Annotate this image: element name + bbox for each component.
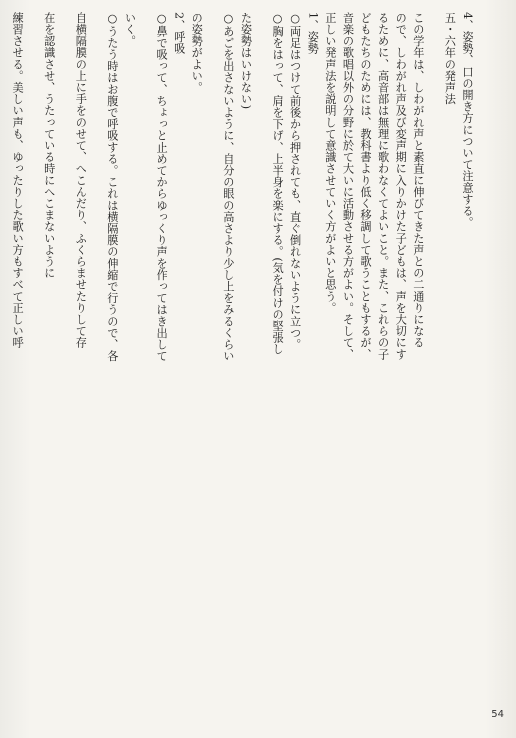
text-line: 音楽の歌唱以外の分野に於て大いに活動させる方がよい。そして、 bbox=[341, 12, 355, 360]
subsection-heading: 2、呼吸 bbox=[172, 12, 186, 55]
text-line: ので、しわがれ声及び変声期に入りかけた子どもは、声を大切にす bbox=[394, 12, 408, 360]
text-line: 練習させる。美しい声も、ゆったりした歌い方もすべて正しい呼 bbox=[11, 12, 25, 349]
text-line: 自横隔膜の上に手をのせて、へこんだり、ふくらませたりして存 bbox=[74, 12, 88, 349]
text-line: いく。 bbox=[123, 12, 137, 47]
text-line bbox=[0, 12, 9, 700]
section-heading: 五・六年の発声法 bbox=[443, 12, 457, 105]
text-line: ○鼻で吸って、ちょっと止めてからゆっくり声を作ってはき出して bbox=[155, 12, 169, 362]
text-line: た姿勢はいけない) bbox=[239, 12, 253, 110]
page-number: 54 bbox=[491, 709, 504, 720]
vertical-text-body bbox=[11, 12, 476, 700]
text-line: るために、高音部は無理に歌わなくてよいこと。また、これらの子 bbox=[376, 12, 390, 360]
text-line: ○両足はつけて前後から押されても、直ぐ倒れないように立つ。 bbox=[288, 12, 302, 351]
text-line: ○あごを出さないように、自分の眼の高さより少し上をみるくらい bbox=[221, 12, 235, 362]
text-line: 4、姿勢、口の開き方について注意する。 bbox=[461, 12, 474, 229]
subsection-heading: 1、姿勢 bbox=[306, 12, 320, 55]
text-line: どもたちのためには、教科書より低く移調して歌うこともするが、 bbox=[359, 12, 373, 360]
text-line: 在を認識させ、うたっている時にへこまないように bbox=[42, 12, 56, 279]
text-line: の姿勢がよい。 bbox=[190, 12, 204, 94]
text-line: 正しい発声法を説明して意識させていく方がよいと思う。 bbox=[323, 12, 337, 314]
text-line: この学年は、しわがれ声と素直に伸びてきた声との二通りになる bbox=[411, 12, 425, 349]
text-line: ○胸をはって、肩を下げ、上半身を楽にする。(気を付けの堅張し bbox=[271, 12, 285, 355]
text-line: ○うたう時はお腹で呼吸する。これは横隔膜の伸縮で行うので、各 bbox=[105, 12, 119, 362]
